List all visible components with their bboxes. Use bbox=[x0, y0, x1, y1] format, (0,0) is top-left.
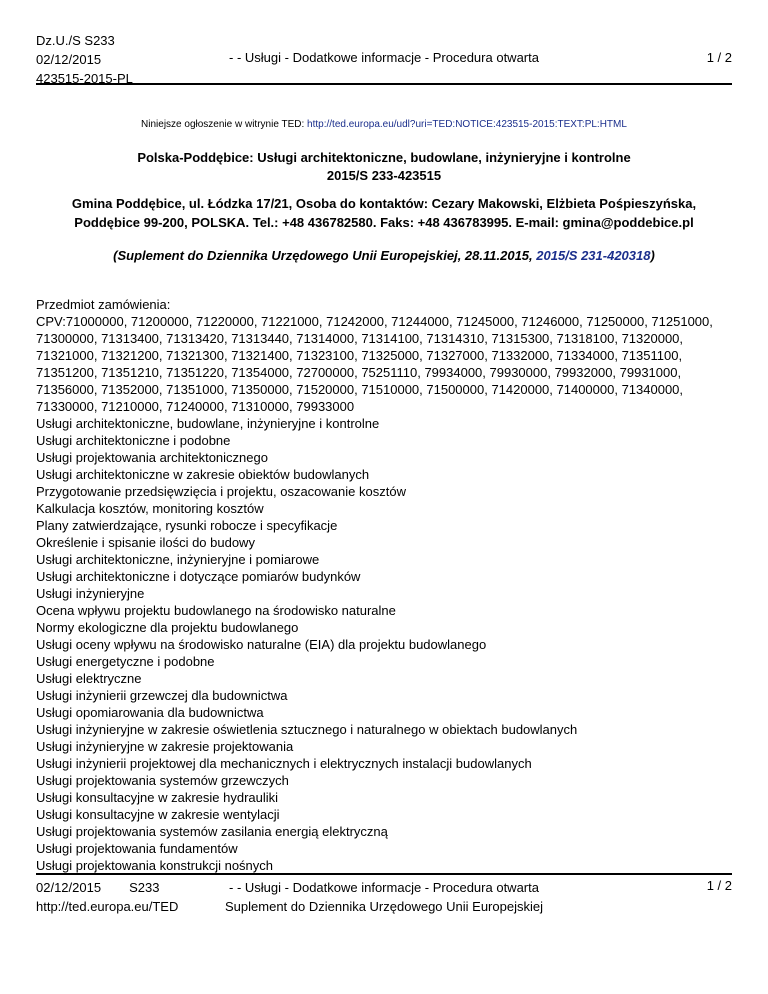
footer-page: 1 / 2 bbox=[706, 878, 732, 893]
ted-notice bbox=[0, 119, 768, 130]
header-date: 02/12/2015 bbox=[36, 52, 102, 67]
body-line: Usługi architektoniczne, inżynieryjne i pomiarowe bbox=[36, 552, 320, 567]
footer-title: - - Usługi - Dodatkowe informacje - Procedura otwarta bbox=[229, 880, 539, 895]
body-line: 71321000, 71321200, 71321300, 71321400, 71323100, 71325000, 71327000, 71332000, 71334000, 71351100, bbox=[36, 348, 683, 363]
header-notice-id: 423515-2015-PL bbox=[36, 71, 133, 86]
supplement-suffix: ) bbox=[650, 248, 655, 263]
body-line: Przygotowanie przedsięwzięcia i projektu, oszacowanie kosztów bbox=[36, 484, 406, 499]
supplement-reference bbox=[0, 248, 768, 263]
body-line: Usługi architektoniczne i podobne bbox=[36, 433, 231, 448]
body-line: Usługi elektryczne bbox=[36, 671, 142, 686]
body-line: Normy ekologiczne dla projektu budowlanego bbox=[36, 620, 299, 635]
body-line: Przedmiot zamówienia: bbox=[36, 297, 171, 312]
notice-title-line1: Polska-Poddębice: Usługi architektoniczne, budowlane, inżynieryjne i kontrolne bbox=[137, 150, 631, 165]
header-rule bbox=[36, 83, 732, 85]
body-line: Usługi opomiarowania dla budownictwa bbox=[36, 705, 264, 720]
header-title: - - Usługi - Dodatkowe informacje - Procedura otwarta bbox=[229, 50, 539, 65]
footer-title-block bbox=[0, 878, 768, 916]
notice-body bbox=[36, 296, 736, 874]
contact-line2: Poddębice 99-200, POLSKA. Tel.: +48 436782580. Faks: +48 436783995. E-mail: gmina@poddebice.pl bbox=[74, 215, 694, 230]
contracting-authority bbox=[0, 194, 768, 232]
body-line: Usługi projektowania systemów zasilania energią elektryczną bbox=[36, 824, 388, 839]
body-line: Plany zatwierdzające, rysunki robocze i specyfikacje bbox=[36, 518, 338, 533]
body-line: Kalkulacja kosztów, monitoring kosztów bbox=[36, 501, 264, 516]
body-line: Usługi projektowania architektonicznego bbox=[36, 450, 268, 465]
body-line: Usługi inżynierii projektowej dla mechanicznych i elektrycznych instalacji budowlanych bbox=[36, 756, 532, 771]
body-line: CPV:71000000, 71200000, 71220000, 71221000, 71242000, 71244000, 71245000, 71246000, 71250000, 71251000, bbox=[36, 314, 713, 329]
contact-line1: Gmina Poddębice, ul. Łódzka 17/21, Osoba do kontaktów: Cezary Makowski, Elżbieta Pośpieszyńska, bbox=[71, 196, 697, 211]
footer-url: http://ted.europa.eu/TED bbox=[36, 899, 179, 914]
body-line: Określenie i spisanie ilości do budowy bbox=[36, 535, 255, 550]
body-line: Usługi inżynierii grzewczej dla budownictwa bbox=[36, 688, 288, 703]
footer-date: 02/12/2015 bbox=[36, 880, 102, 895]
body-line: Usługi architektoniczne, budowlane, inżynieryjne i kontrolne bbox=[36, 416, 380, 431]
body-line: Usługi energetyczne i podobne bbox=[36, 654, 215, 669]
body-line: Usługi projektowania systemów grzewczych bbox=[36, 773, 289, 788]
body-line: Usługi konsultacyjne w zakresie wentylacji bbox=[36, 807, 280, 822]
body-line: 71356000, 71352000, 71351000, 71350000, 71520000, 71510000, 71500000, 71420000, 71400000, 71340000, bbox=[36, 382, 684, 397]
footer-ref: S233 bbox=[129, 880, 160, 895]
header-ref: Dz.U./S S233 bbox=[36, 33, 115, 48]
body-line: Usługi projektowania konstrukcji nośnych bbox=[36, 858, 274, 873]
supplement-link[interactable]: 2015/S 231-420318 bbox=[536, 248, 651, 263]
body-line: Usługi inżynieryjne w zakresie oświetlenia sztucznego i naturalnego w obiektach budowlanych bbox=[36, 722, 578, 737]
body-line: Usługi architektoniczne w zakresie obiektów budowlanych bbox=[36, 467, 370, 482]
body-line: 71300000, 71313400, 71313420, 71313440, 71314000, 71314100, 71314310, 71315300, 71318100, 71320000, bbox=[36, 331, 684, 346]
ted-notice-link[interactable]: http://ted.europa.eu/udl?uri=TED:NOTICE:423515-2015:TEXT:PL:HTML bbox=[307, 119, 627, 130]
footer-rule bbox=[36, 873, 732, 875]
body-line: Usługi inżynieryjne bbox=[36, 586, 145, 601]
footer-subtitle: Suplement do Dziennika Urzędowego Unii Europejskiej bbox=[225, 899, 543, 914]
ted-notice-prefix: Niniejsze ogłoszenie w witrynie TED: bbox=[141, 119, 308, 130]
body-line: 71330000, 71210000, 71240000, 71310000, 79933000 bbox=[36, 399, 355, 414]
body-line: Usługi oceny wpływu na środowisko naturalne (EIA) dla projektu budowlanego bbox=[36, 637, 487, 652]
body-line: Usługi konsultacyjne w zakresie hydrauliki bbox=[36, 790, 279, 805]
body-line: Usługi inżynieryjne w zakresie projektowania bbox=[36, 739, 294, 754]
notice-title bbox=[0, 149, 768, 185]
body-line: Ocena wpływu projektu budowlanego na środowisko naturalne bbox=[36, 603, 396, 618]
body-line: Usługi architektoniczne i dotyczące pomiarów budynków bbox=[36, 569, 361, 584]
supplement-prefix: (Suplement do Dziennika Urzędowego Unii Europejskiej, 28.11.2015, bbox=[113, 248, 537, 263]
notice-title-line2: 2015/S 233-423515 bbox=[326, 168, 442, 183]
body-line: Usługi projektowania fundamentów bbox=[36, 841, 238, 856]
body-line: 71351200, 71351210, 71351220, 71354000, 72700000, 75251110, 79934000, 79930000, 79932000, 79931000, bbox=[36, 365, 682, 380]
header-page: 1 / 2 bbox=[706, 50, 732, 65]
